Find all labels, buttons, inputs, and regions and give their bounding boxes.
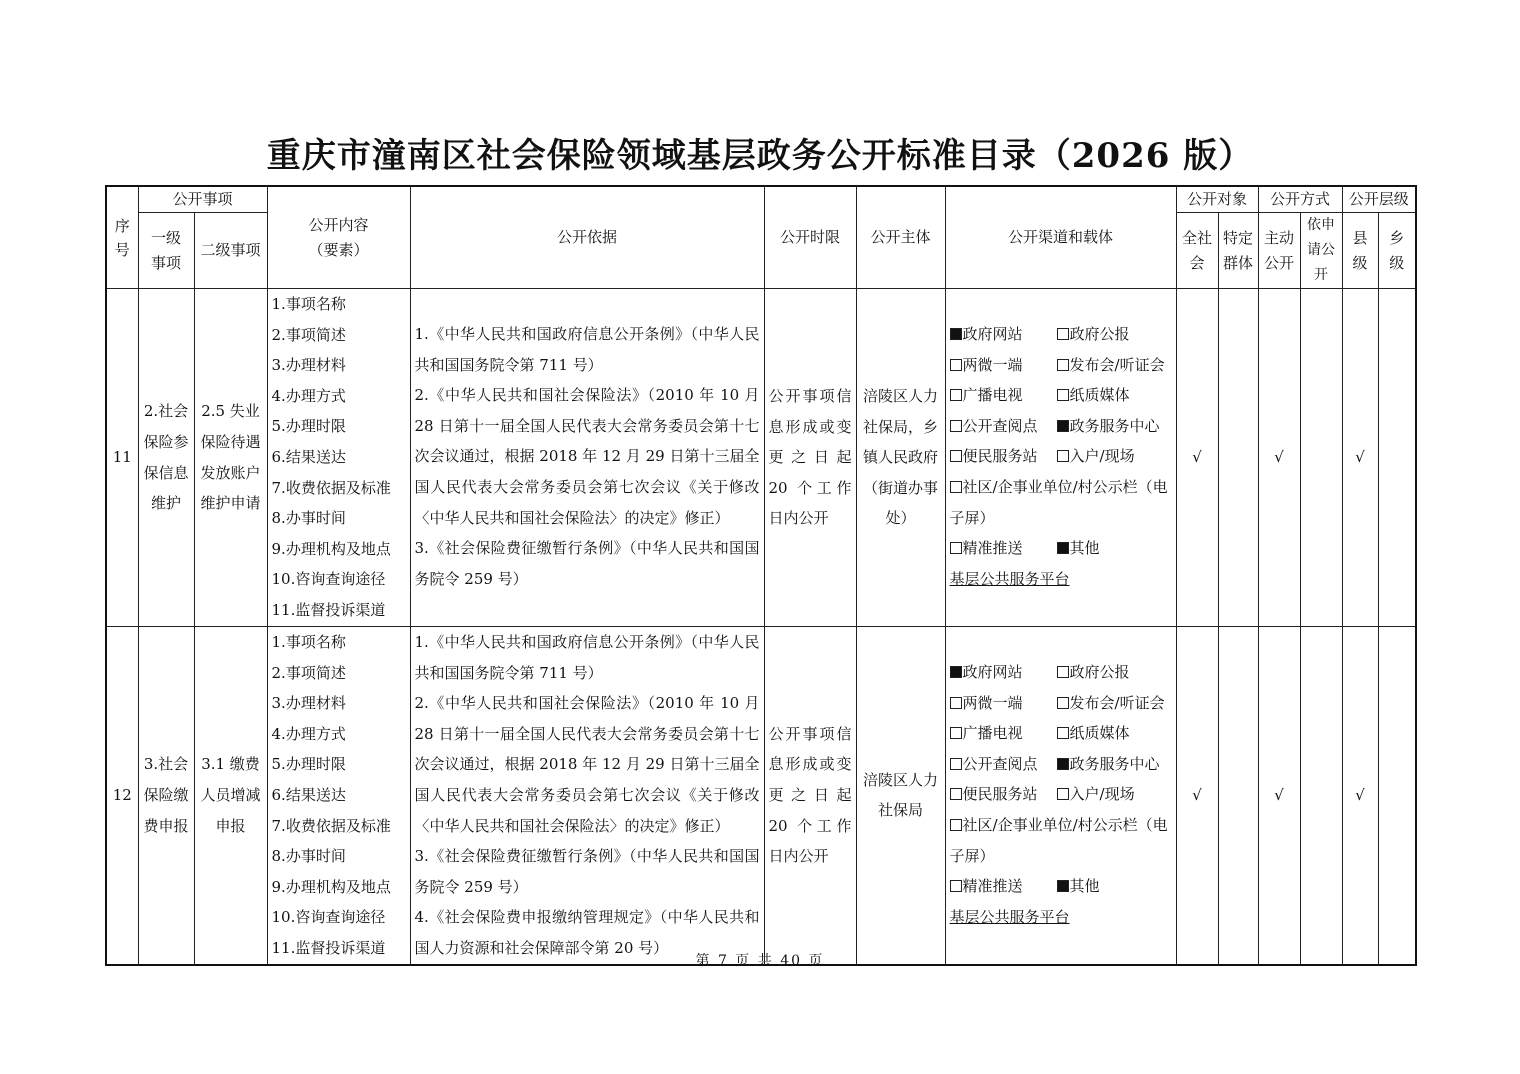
checkbox-checked-icon [950, 328, 962, 340]
basis-item: 3.《社会保险费征缴暂行条例》（中华人民共和国国务院令 259 号） [414, 539, 760, 588]
row-level-county: √ [1342, 289, 1378, 627]
content-item: 11.监督投诉渠道 [271, 600, 386, 619]
table-row [106, 289, 1416, 627]
content-item: 8.办事时间 [271, 847, 346, 866]
channel-service-center: 政务服务中心 [1069, 754, 1160, 773]
row-level2: 3.1 缴费人员增减申报 [194, 627, 267, 965]
header-mode-group: 公开方式 [1258, 186, 1342, 213]
basis-item: 4.《社会保险费申报缴纳管理规定》（中华人民共和国人力资源和社会保障部令第 20 号） [414, 908, 760, 957]
row-target-all: √ [1176, 289, 1218, 627]
channel-gov-gazette: 政府公报 [1069, 325, 1130, 343]
catalog-table [105, 185, 1417, 966]
basis-item: 2.《中华人民共和国社会保险法》（2010 年 10 月 28 日第十一届全国人民代表大会常务委员会第十七次会议通过，根据 2018 年 12 月 29 日第十三届全国人民代表大会常务委员会第七次会议《关于修改〈中华人民共和国社会保险法〉的决定》修正） [414, 386, 760, 527]
channel-paper: 纸质媒体 [1069, 724, 1130, 743]
row-channels [945, 289, 1176, 627]
header-level-town: 乡级 [1378, 213, 1416, 289]
channel-other: 其他 [1069, 539, 1100, 558]
row-level-town [1378, 627, 1416, 965]
checkbox-empty-icon [950, 819, 962, 831]
header-target-group: 公开对象 [1176, 186, 1258, 213]
content-item: 8.办事时间 [271, 509, 346, 528]
channel-press: 发布会/听证会 [1069, 355, 1165, 374]
content-item: 9.办理机构及地点 [271, 877, 391, 896]
row-channels [945, 627, 1176, 965]
row-content-list [267, 289, 410, 627]
content-item: 1.事项名称 [271, 295, 346, 313]
channel-convenience: 便民服务站 [962, 785, 1038, 804]
header-subject: 公开主体 [856, 186, 945, 289]
content-item: 7.收费依据及标准 [271, 478, 391, 497]
row-target-specific [1218, 627, 1258, 965]
checkbox-checked-icon [950, 666, 962, 678]
channel-other: 其他 [1069, 877, 1100, 896]
row-target-all: √ [1176, 627, 1218, 965]
channel-reading: 公开查阅点 [962, 754, 1038, 773]
channel-press: 发布会/听证会 [1069, 693, 1165, 712]
content-item: 5.办理时限 [271, 417, 346, 436]
table-row [106, 627, 1416, 965]
content-item: 11.监督投诉渠道 [271, 938, 386, 957]
header-level2: 二级事项 [194, 213, 267, 289]
checkbox-empty-icon [950, 359, 962, 371]
basis-item: 1.《中华人民共和国政府信息公开条例》（中华人民共和国国务院令第 711 号） [414, 633, 760, 682]
channel-service-center: 政务服务中心 [1069, 416, 1160, 435]
channel-gov-gazette: 政府公报 [1069, 663, 1130, 681]
basis-item: 3.《社会保险费征缴暂行条例》（中华人民共和国国务院令 259 号） [414, 847, 760, 896]
header-item-group: 公开事项 [138, 186, 267, 213]
row-mode-apply [1300, 627, 1342, 965]
content-item: 6.结果送达 [271, 447, 346, 466]
header-content: 公开内容（要素） [267, 186, 410, 289]
checkbox-empty-icon [1057, 727, 1069, 739]
content-item: 10.咨询查询途径 [271, 908, 386, 927]
checkbox-empty-icon [950, 758, 962, 770]
header-target-specific: 特定群体 [1218, 213, 1258, 289]
channel-board: 社区/企事业单位/村公示栏（电子屏） [949, 815, 1168, 865]
row-content-list [267, 627, 410, 965]
content-item: 4.办理方式 [271, 724, 346, 743]
header-mode-apply: 依申请公开 [1300, 213, 1342, 289]
channel-other-value: 基层公共服务平台 [949, 569, 1070, 588]
content-item: 7.收费依据及标准 [271, 816, 391, 835]
basis-item: 2.《中华人民共和国社会保险法》（2010 年 10 月 28 日第十一届全国人民代表大会常务委员会第十七次会议通过，根据 2018 年 12 月 29 日第十三届全国人民代表大会常务委员会第七次会议《关于修改〈中华人民共和国社会保险法〉的决定》修正） [414, 694, 760, 835]
checkbox-empty-icon [1057, 328, 1069, 340]
channel-push: 精准推送 [962, 539, 1023, 558]
header-level-group: 公开层级 [1342, 186, 1416, 213]
checkbox-empty-icon [1057, 697, 1069, 709]
header-time-limit: 公开时限 [764, 186, 856, 289]
content-item: 3.办理材料 [271, 356, 346, 375]
content-item: 3.办理材料 [271, 694, 346, 713]
content-item: 2.事项简述 [271, 325, 346, 344]
channel-board: 社区/企事业单位/村公示栏（电子屏） [949, 477, 1168, 527]
checkbox-checked-icon [1057, 542, 1069, 554]
checkbox-checked-icon [1057, 880, 1069, 892]
channel-two-micro: 两微一端 [962, 693, 1023, 712]
checkbox-empty-icon [950, 542, 962, 554]
checkbox-empty-icon [950, 420, 962, 432]
row-mode-active: √ [1258, 627, 1300, 965]
checkbox-empty-icon [950, 880, 962, 892]
channel-tv: 广播电视 [962, 386, 1023, 405]
checkbox-empty-icon [1057, 450, 1069, 462]
header-level1: 一级事项 [138, 213, 194, 289]
checkbox-empty-icon [950, 727, 962, 739]
row-basis [410, 627, 764, 965]
header-channel: 公开渠道和载体 [945, 186, 1176, 289]
row-mode-active: √ [1258, 289, 1300, 627]
content-item: 6.结果送达 [271, 785, 346, 804]
content-item: 5.办理时限 [271, 755, 346, 774]
checkbox-empty-icon [1057, 389, 1069, 401]
channel-convenience: 便民服务站 [962, 447, 1038, 466]
content-item: 1.事项名称 [271, 633, 346, 651]
header-basis: 公开依据 [410, 186, 764, 289]
page-number: 第 7 页 共 40 页 [695, 953, 825, 969]
row-seq: 12 [106, 627, 138, 965]
row-level-county: √ [1342, 627, 1378, 965]
row-level2: 2.5 失业保险待遇发放账户维护申请 [194, 289, 267, 627]
basis-item: 1.《中华人民共和国政府信息公开条例》（中华人民共和国国务院令第 711 号） [414, 325, 760, 374]
row-level1: 3.社会保险缴费申报 [138, 627, 194, 965]
checkbox-empty-icon [950, 788, 962, 800]
page-title: 重庆市潼南区社会保险领域基层政务公开标准目录（2026 版） [266, 136, 1254, 176]
header-seq: 序号 [106, 186, 138, 289]
checkbox-empty-icon [1057, 666, 1069, 678]
channel-gov-site: 政府网站 [962, 663, 1023, 681]
checkbox-empty-icon [950, 481, 962, 493]
channel-paper: 纸质媒体 [1069, 386, 1130, 405]
row-subject: 涪陵区人力社保局，乡镇人民政府（街道办事处） [856, 289, 945, 627]
channel-door: 入户/现场 [1069, 447, 1135, 466]
content-item: 2.事项简述 [271, 663, 346, 682]
row-level-town [1378, 289, 1416, 627]
checkbox-empty-icon [950, 450, 962, 462]
content-item: 4.办理方式 [271, 386, 346, 405]
row-seq: 11 [106, 289, 138, 627]
header-target-all: 全社会 [1176, 213, 1218, 289]
content-item: 9.办理机构及地点 [271, 539, 391, 558]
channel-reading: 公开查阅点 [962, 416, 1038, 435]
row-basis [410, 289, 764, 627]
row-target-specific [1218, 289, 1258, 627]
checkbox-empty-icon [950, 389, 962, 401]
channel-other-value: 基层公共服务平台 [949, 907, 1070, 926]
checkbox-empty-icon [1057, 788, 1069, 800]
channel-tv: 广播电视 [962, 724, 1023, 743]
header-level-county: 县级 [1342, 213, 1378, 289]
checkbox-empty-icon [1057, 359, 1069, 371]
checkbox-checked-icon [1057, 420, 1069, 432]
row-time-limit: 公开事项信息形成或变更之日起 20 个工作日内公开 [764, 627, 856, 965]
channel-gov-site: 政府网站 [962, 325, 1023, 343]
row-time-limit: 公开事项信息形成或变更之日起 20 个工作日内公开 [764, 289, 856, 627]
row-subject: 涪陵区人力社保局 [856, 627, 945, 965]
row-level1: 2.社会保险参保信息维护 [138, 289, 194, 627]
checkbox-checked-icon [1057, 758, 1069, 770]
row-mode-apply [1300, 289, 1342, 627]
channel-two-micro: 两微一端 [962, 355, 1023, 374]
checkbox-empty-icon [950, 697, 962, 709]
content-item: 10.咨询查询途径 [271, 570, 386, 589]
channel-door: 入户/现场 [1069, 785, 1135, 804]
header-mode-active: 主动公开 [1258, 213, 1300, 289]
channel-push: 精准推送 [962, 877, 1023, 896]
